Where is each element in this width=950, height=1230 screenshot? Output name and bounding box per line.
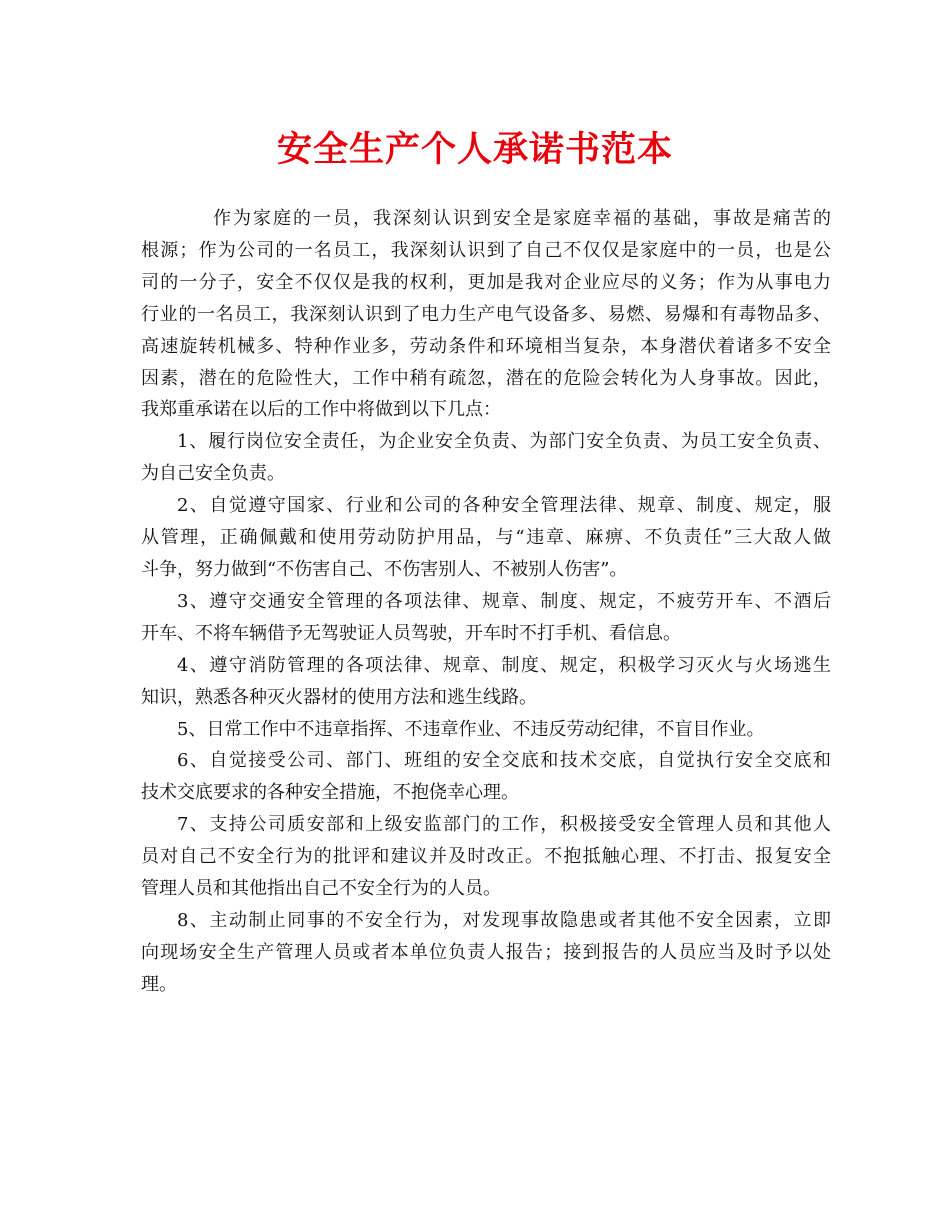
list-item-line: 向现场安全生产管理人员或者本单位负责人报告；接到报告的人员应当及时予以处 [141, 941, 831, 963]
list-item-line: 6、自觉接受公司、部门、班组的安全交底和技术交底，自觉执行安全交底和 [177, 750, 831, 772]
text-line: 行业的一名员工，我深刻认识到了电力生产电气设备多、易燃、易爆和有毒物品多、 [141, 303, 831, 325]
list-item-line: 知识，熟悉各种灭火器材的使用方法和逃生线路。 [141, 686, 537, 708]
list-item-line: 员对自己不安全行为的批评和建议并及时改正。不抱抵触心理、不打击、报复安全 [141, 846, 831, 868]
text-line: 因素，潜在的危险性大，工作中稍有疏忽，潜在的危险会转化为人身事故。因此， [141, 367, 831, 389]
text-line: 司的一分子，安全不仅仅是我的权利，更加是我对企业应尽的义务；作为从事电力 [141, 271, 831, 293]
list-item-line: 理。 [141, 973, 177, 995]
list-item-line: 5、日常工作中不违章指挥、不违章作业、不违反劳动纪律，不盲目作业。 [177, 718, 765, 740]
document-body [141, 203, 831, 1001]
list-item-line: 从管理，正确佩戴和使用劳动防护用品，与“违章、麻痹、不负责任”三大敌人做 [141, 527, 831, 549]
text-line: 高速旋转机械多、特种作业多，劳动条件和环境相当复杂，本身潜伏着诸多不安全 [141, 335, 831, 357]
list-item-line: 3、遵守交通安全管理的各项法律、规章、制度、规定，不疲劳开车、不酒后 [177, 590, 831, 612]
text-line: 作为家庭的一员，我深刻认识到安全是家庭幸福的基础，事故是痛苦的 [213, 208, 831, 229]
list-item-line: 2、自觉遵守国家、行业和公司的各种安全管理法律、规章、制度、规定，服 [177, 495, 831, 517]
list-item-line: 斗争，努力做到“不伤害自己、不伤害别人、不被别人伤害”。 [141, 558, 628, 580]
list-item-line: 开车、不将车辆借予无驾驶证人员驾驶，开车时不打手机、看信息。 [141, 622, 681, 644]
list-item-line: 4、遵守消防管理的各项法律、规章、制度、规定，积极学习灭火与火场逃生 [177, 654, 831, 676]
text-line: 我郑重承诺在以后的工作中将做到以下几点： [141, 399, 501, 421]
list-item-line: 技术交底要求的各种安全措施，不抱侥幸心理。 [141, 782, 519, 804]
list-item-line: 7、支持公司质安部和上级安监部门的工作，积极接受安全管理人员和其他人 [177, 814, 831, 836]
list-item-line: 8、主动制止同事的不安全行为，对发现事故隐患或者其他不安全因素，立即 [177, 909, 831, 931]
list-item-line: 管理人员和其他指出自己不安全行为的人员。 [141, 878, 501, 900]
text-line: 根源；作为公司的一名员工，我深刻认识到了自己不仅仅是家庭中的一员，也是公 [141, 239, 831, 261]
list-item-line: 1、履行岗位安全责任，为企业安全负责、为部门安全负责、为员工安全负责、 [177, 431, 831, 453]
document-title: 安全生产个人承诺书范本 [276, 129, 673, 170]
list-item-line: 为自己安全负责。 [141, 463, 285, 485]
